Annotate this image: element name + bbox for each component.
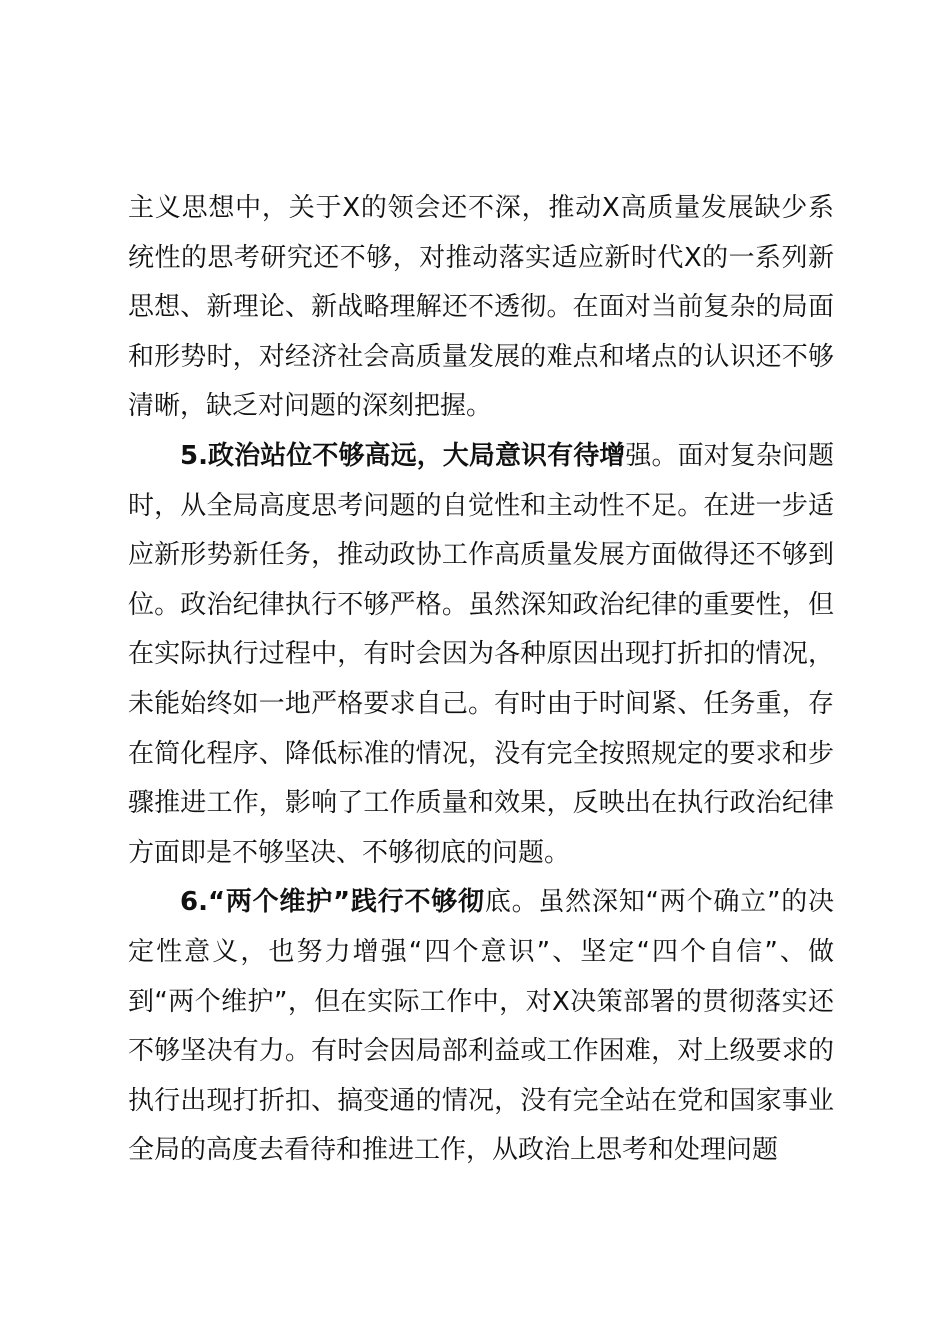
paragraph-item-6 [128, 878, 834, 1176]
paragraph-text: 底。虽然深知“两个确立”的决定性意义，也努力增强“四个意识”、坚定“四个自信”、做到“两个维护”，但在实际工作中，对X决策部署的贯彻落实还不够坚决有力。有时会因局部利益或工作困难，对上级要求的执行出现打折扣、搞变通的情况，没有完全站在党和国家事业全局的高度去看待和推进工作，从政治上思考和处理问题 [128, 887, 834, 1166]
paragraph-heading: 5.政治站位不够高远，大局意识有待增 [180, 440, 626, 471]
paragraph-text: 强。面对复杂问题时，从全局高度思考问题的自觉性和主动性不足。在进一步适应新形势新任务，推动政协工作高质量发展方面做得还不够到位。政治纪律执行不够严格。虽然深知政治纪律的重要性，但在实际执行过程中，有时会因为各种原因出现打折扣的情况，未能始终如一地严格要求自己。有时由于时间紧、任务重，存在简化程序、降低标准的情况，没有完全按照规定的要求和步骤推进工作，影响了工作质量和效果，反映出在执行政治纪律方面即是不够坚决、不够彻底的问题。 [128, 440, 834, 868]
paragraph-text: 主义思想中，关于X的领会还不深，推动X高质量发展缺少系统性的思考研究还不够，对推动落实适应新时代X的一系列新思想、新理论、新战略理解还不透彻。在面对当前复杂的局面和形势时，对经济社会高质量发展的难点和堵点的认识还不够清晰，缺乏对问题的深刻把握。 [128, 193, 834, 422]
paragraph-heading: 6.“两个维护”践行不够彻 [180, 887, 485, 918]
paragraph-continuation [128, 184, 834, 432]
paragraph-item-5 [128, 432, 834, 878]
document-body [128, 184, 834, 1176]
